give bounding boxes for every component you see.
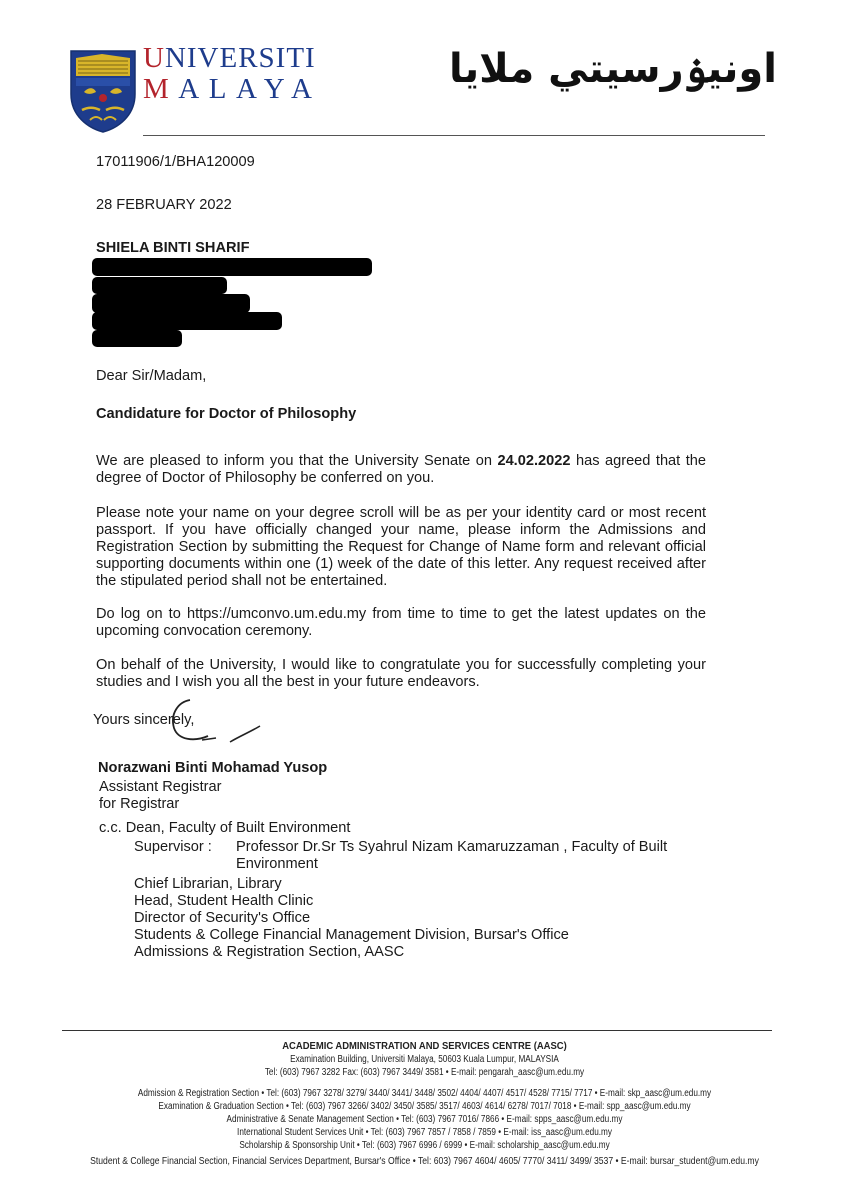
paragraph-senate-decision [96, 453, 706, 487]
footer-section-line: Scholarship & Sponsorship Unit • Tel: (603) 7967 6996 / 6999 • E-mail: scholarship_aasc@um.edu.my [239, 1140, 610, 1151]
paragraph1-part2: has agreed that the degree of Doctor of Philosophy be conferred on you. [96, 453, 706, 486]
letter-date: 28 FEBRUARY 2022 [96, 197, 232, 213]
handwritten-signature [168, 696, 268, 754]
signatory-name: Norazwani Binti Mohamad Yusop [98, 760, 328, 776]
footer-section-line: International Student Services Unit • Tel: (603) 7967 7857 / 7858 / 7859 • E-mail: iss_aasc@um.edu.my [237, 1127, 612, 1138]
signatory-for: for Registrar [99, 796, 180, 812]
university-line2-initial: M [143, 73, 179, 105]
redacted-address-line-1 [92, 258, 372, 276]
paragraph-convocation-link: Do log on to https://umconvo.um.edu.my from time to time to get the latest updates on the upcoming convocation ceremony. [96, 606, 706, 639]
university-line2-rest: ALAYA [178, 73, 322, 105]
footer-heading: ACADEMIC ADMINISTRATION AND SERVICES CENTRE (AASC) [282, 1040, 567, 1052]
footer-divider [62, 1030, 772, 1031]
university-jawi-name: اونيۏرسيتي ملايا [449, 46, 777, 92]
university-line1-rest: NIVERSITI [164, 42, 316, 74]
footer-contact: Tel: (603) 7967 3282 Fax: (603) 7967 3449/ 3581 • E-mail: pengarah_aasc@um.edu.my [264, 1067, 585, 1078]
paragraph-congratulations: On behalf of the University, I would like to congratulate you for successfully completing your studies and I wish you all the best in your future endeavors. [96, 657, 706, 690]
paragraph-name-on-scroll: Please note your name on your degree scroll will be as per your identity card or most recent passport. If you have officially changed your name, please inform the Admissions and Registration Section by submitting the Request for Change of Name form and relevant official supporting documents within one (1) week of the date of this letter. Any request received after the stipulated period shall not be entertained. [96, 505, 706, 589]
redacted-address-line-4 [92, 312, 282, 330]
cc-item: Director of Security's Office [134, 910, 311, 926]
university-name-logo [143, 44, 321, 104]
senate-date: 24.02.2022 [497, 453, 571, 469]
redacted-address-line-5 [92, 330, 182, 347]
reference-number: 17011906/1/BHA120009 [96, 154, 255, 170]
paragraph1-part1: We are pleased to inform you that the University Senate on [96, 453, 498, 469]
recipient-name: SHIELA BINTI SHARIF [96, 240, 250, 256]
letter-subject: Candidature for Doctor of Philosophy [96, 406, 357, 422]
footer-address: Examination Building, Universiti Malaya, 50603 Kuala Lumpur, MALAYSIA [290, 1054, 559, 1065]
footer-section-line: Administrative & Senate Management Section • Tel: (603) 7967 7016/ 7866 • E-mail: spps_aasc@um.edu.my [226, 1114, 623, 1125]
supervisor-label: Supervisor : [134, 839, 212, 855]
footer-section-line: Examination & Graduation Section • Tel: (603) 7967 3266/ 3402/ 3450/ 3585/ 3517/ 4603/ 4614/ 6278/ 7017/ 7018 • E-mail: spp_aasc@um.edu.my [158, 1101, 691, 1112]
salutation: Dear Sir/Madam, [96, 368, 207, 384]
header-divider [143, 135, 765, 136]
cc-item: Head, Student Health Clinic [134, 893, 314, 909]
cc-list [134, 876, 569, 961]
footer-section-line: Student & College Financial Section, Financial Services Department, Bursar's Office • Tel: 603) 7967 4604/ 4605/ 7770/ 3411/ 3499/ 3537 • E-mail: bursar_student@um.edu.my [90, 1155, 759, 1167]
closing: Yours sincerely, [93, 712, 195, 728]
cc-item: Admissions & Registration Section, AASC [134, 944, 405, 960]
redacted-address-line-2 [92, 277, 227, 294]
cc-item: Students & College Financial Management Division, Bursar's Office [134, 927, 569, 943]
redacted-address-line-3 [92, 294, 250, 313]
university-line1 [143, 44, 321, 73]
cc-item: Chief Librarian, Library [134, 876, 282, 892]
university-crest-logo [68, 48, 138, 134]
signatory-title: Assistant Registrar [99, 779, 222, 795]
university-line2 [143, 75, 321, 104]
supervisor-value: Professor Dr.Sr Ts Syahrul Nizam Kamaruzzaman , Faculty of Built Environment [236, 839, 668, 872]
university-line1-initial: U [143, 42, 165, 74]
footer-section-line: Admission & Registration Section • Tel: (603) 7967 3278/ 3279/ 3440/ 3441/ 3448/ 3502/ 4404/ 4407/ 4517/ 4528/ 7715/ 7717 • E-mail: skp_aasc@um.edu.my [137, 1088, 712, 1099]
cc-first-line: c.c. Dean, Faculty of Built Environment [99, 820, 351, 836]
